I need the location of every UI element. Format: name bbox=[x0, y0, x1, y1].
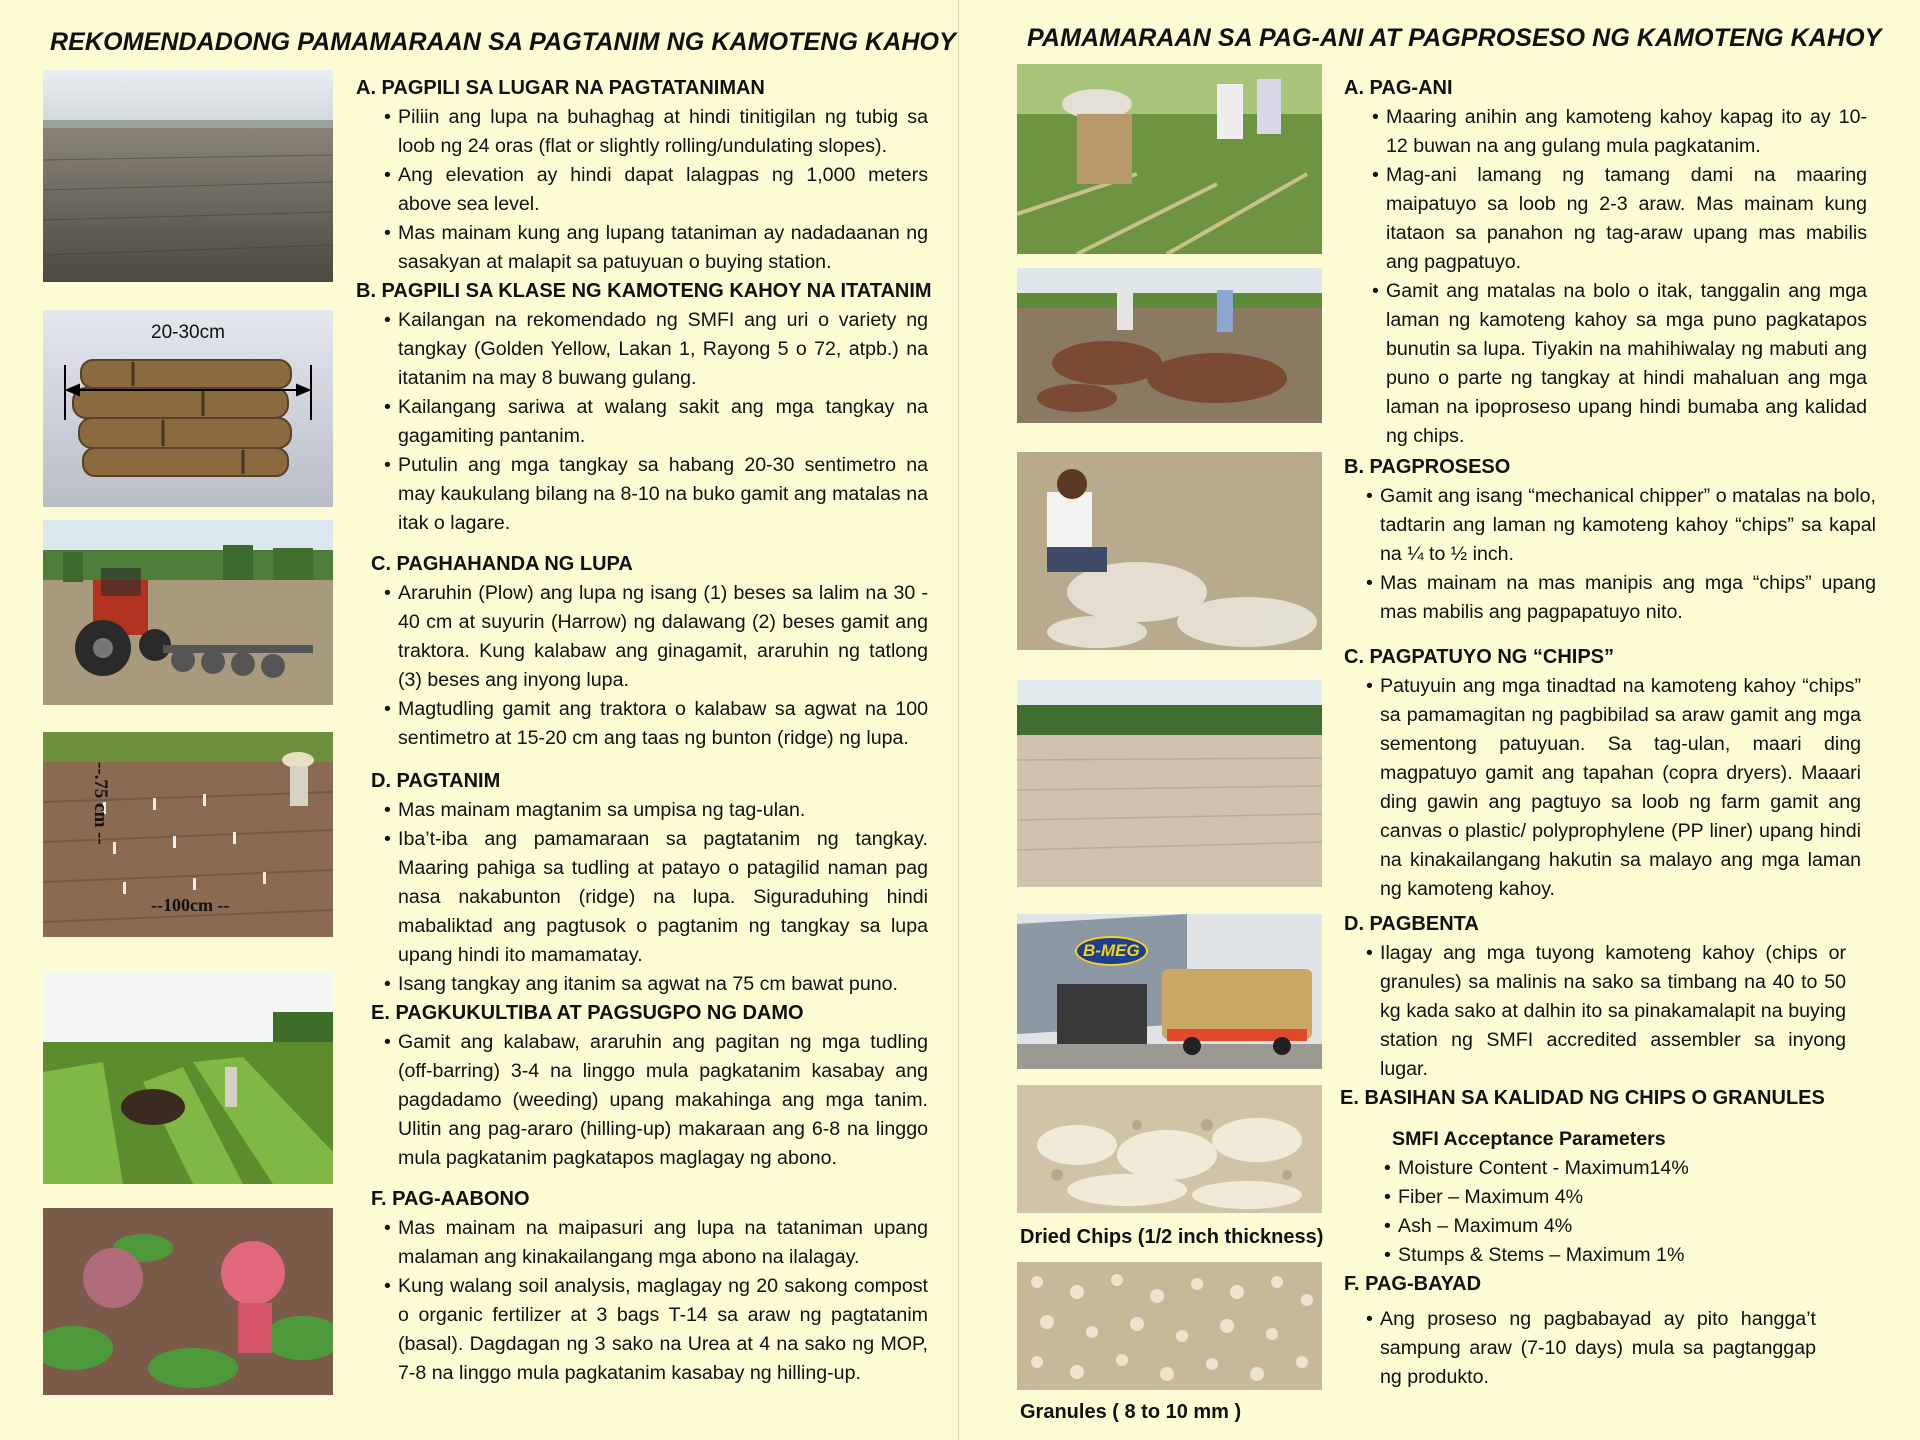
right-panel-title: PAMAMARAAN SA PAG-ANI AT PAGPROSESO NG KAMOTENG KAHOY bbox=[1027, 24, 1882, 52]
bullet-item: • Gamit ang matalas na bolo o itak, tanggalin ang mga laman ng kamoteng kahoy sa mga puno pagkatapos bunutin sa lupa. Tiyakin na mahihiwalay ng mabuti ang puno o parte ng tangkay at hindi mahaluan ang mga laman na ipoproseso upang hindi bumaba ang kalidad ng chips. bbox=[1372, 277, 1867, 451]
carabao-cultivation-photo bbox=[43, 972, 333, 1184]
bullet-item: • Kailangang sariwa at walang sakit ang mga tangkay na gagamiting pantanim. bbox=[384, 393, 928, 451]
bullet-item: • Mas mainam na maipasuri ang lupa na tataniman upang malaman ang kinakailangang mga abono na ilalagay. bbox=[384, 1214, 928, 1272]
tractor-harrowing-photo bbox=[43, 520, 333, 705]
section-heading: E. BASIHAN SA KALIDAD NG CHIPS O GRANULES bbox=[1340, 1087, 1825, 1109]
planting-spacing-photo bbox=[43, 732, 333, 937]
bullet-item: • Ilagay ang mga tuyong kamoteng kahoy (chips or granules) sa malinis na sako sa timbang na 40 to 50 kg kada sako at dalhin ito sa pinakamalapit na buying station ng SMFI accredited assembler sa inyong lugar. bbox=[1366, 939, 1846, 1084]
section-b-variety-selection bbox=[356, 277, 932, 538]
section-a-harvesting bbox=[1340, 74, 1900, 451]
bullet-item: • Isang tangkay ang itanim sa agwat na 75 cm bawat puno. bbox=[384, 970, 928, 999]
section-heading: F. PAG-AABONO bbox=[371, 1188, 530, 1210]
right-text-column bbox=[1340, 74, 1900, 1392]
left-panel bbox=[0, 0, 955, 1440]
center-fold-divider bbox=[958, 0, 959, 1440]
bullet-item: • Gamit ang kalabaw, araruhin ang pagitan ng mga tudling (off-barring) 3-4 na linggo mula pagkatanim kasabay ang pagdadamo (weeding) upang makahinga ang mga tanim. Ulitin ang pag-araro (hilling-up) makaraan ang 6-8 na linggo mula pagkatanim pagkatapos maglagay ng abono. bbox=[384, 1028, 928, 1173]
bullet-item: • Iba’t-iba ang pamamaraan sa pagtatanim ng tangkay. Maaring pahiga sa tudling at patayo o patagilid naman pag nasa nakabunton (ridge) na lupa. Siguraduhing hindi mabaliktad ang pagtusok o pagtanim ng tangkay sa lupa upang hindi ito mamamatay. bbox=[384, 825, 928, 970]
section-heading: A. PAGPILI SA LUGAR NA PAGTATANIMAN bbox=[356, 77, 765, 99]
fertilizer-application-photo bbox=[43, 1208, 333, 1395]
bullet-item: • Moisture Content - Maximum14% bbox=[1384, 1154, 1784, 1183]
section-heading: D. PAGBENTA bbox=[1344, 913, 1479, 935]
section-a-site-selection bbox=[356, 74, 928, 277]
chipping-photo bbox=[1017, 452, 1322, 650]
section-heading: A. PAG-ANI bbox=[1344, 77, 1453, 99]
section-f-payment bbox=[1340, 1270, 1900, 1392]
section-d-selling bbox=[1340, 910, 1900, 1084]
bullet-item: • Mas mainam na mas manipis ang mga “chips” upang mas mabilis ang pagpapatuyo nito. bbox=[1366, 569, 1876, 627]
bullet-item: • Maaring anihin ang kamoteng kahoy kapag ito ay 10-12 buwan na ang gulang mula pagkatanim. bbox=[1372, 103, 1867, 161]
bullet-item: • Araruhin (Plow) ang lupa ng isang (1) beses sa lalim na 30 - 40 cm at suyurin (Harrow) ng dalawang (2) beses gamit ang traktora. Kung kalabaw ang ginagamit, araruhin ng tatlong (3) beses ang inyong lupa. bbox=[384, 579, 928, 695]
section-c-land-preparation bbox=[356, 550, 928, 753]
section-e-quality-basis bbox=[1340, 1084, 1900, 1270]
section-heading: F. PAG-BAYAD bbox=[1344, 1273, 1482, 1295]
bullet-item: • Kailangan na rekomendado ng SMFI ang uri o variety ng tangkay (Golden Yellow, Lakan 1, Rayong 5 o 72, atpb.) na itatanim na may 8 buwang gulang. bbox=[384, 306, 928, 393]
bullet-item: • Ash – Maximum 4% bbox=[1384, 1212, 1784, 1241]
section-c-drying bbox=[1340, 643, 1900, 904]
row-spacing-horizontal-label: --100cm -- bbox=[151, 895, 230, 915]
cassava-cuttings-photo bbox=[43, 310, 333, 507]
section-heading: B. PAGPILI SA KLASE NG KAMOTENG KAHOY NA ITATANIM bbox=[356, 280, 932, 302]
section-e-cultivation-weeding bbox=[356, 999, 928, 1173]
section-heading: E. PAGKUKULTIBA AT PAGSUGPO NG DAMO bbox=[371, 1002, 804, 1024]
row-spacing-vertical-label: --.75 cm -- bbox=[90, 762, 111, 845]
dried-chips-caption: Dried Chips (1/2 inch thickness) bbox=[1020, 1226, 1324, 1248]
bullet-item: • Gamit ang isang “mechanical chipper” o matalas na bolo, tadtarin ang laman ng kamoteng kahoy “chips” sa kapal na ¼ to ½ inch. bbox=[1366, 482, 1876, 569]
section-heading: D. PAGTANIM bbox=[371, 770, 501, 792]
bullet-item: • Mas mainam kung ang lupang tataniman ay nadadaanan ng sasakyan at malapit sa patuyuan o buying station. bbox=[384, 219, 928, 277]
left-panel-title: REKOMENDADONG PAMAMARAAN SA PAGTANIM NG KAMOTENG KAHOY bbox=[50, 28, 956, 56]
drying-floor-photo bbox=[1017, 680, 1322, 887]
cutting-length-label: 20-30cm bbox=[151, 322, 225, 343]
bullet-item: • Mag-ani lamang ng tamang dami na maaring maipatuyo sa loob ng 2-3 araw. Mas mainam kung itataon sa panahon ng tag-araw upang mas mabilis ang pagpatuyo. bbox=[1372, 161, 1867, 277]
granules-caption: Granules ( 8 to 10 mm ) bbox=[1020, 1401, 1242, 1423]
bullet-item: • Magtudling gamit ang traktora o kalabaw sa agwat na 100 sentimetro at 15-20 cm ang taas ng bunton (ridge) ng lupa. bbox=[384, 695, 928, 753]
section-heading: C. PAGHAHANDA NG LUPA bbox=[371, 553, 633, 575]
section-heading: C. PAGPATUYO NG “CHIPS” bbox=[1344, 646, 1615, 668]
warehouse-truck-photo bbox=[1017, 914, 1322, 1069]
dried-chips-photo bbox=[1017, 1085, 1322, 1213]
bullet-item: • Piliin ang lupa na buhaghag at hindi tinitigilan ng tubig sa loob ng 24 oras (flat or slightly rolling/undulating slopes). bbox=[384, 103, 928, 161]
bullet-item: • Ang proseso ng pagbabayad ay pito hangga’t sampung araw (7-10 days) mula sa pagtanggap ng produkto. bbox=[1366, 1305, 1816, 1392]
bullet-item: • Stumps & Stems – Maximum 1% bbox=[1384, 1241, 1784, 1270]
right-panel bbox=[965, 0, 1920, 1440]
harvesting-photo bbox=[1017, 64, 1322, 254]
granules-photo bbox=[1017, 1262, 1322, 1390]
section-b-processing bbox=[1340, 453, 1900, 627]
left-text-column bbox=[356, 74, 932, 1388]
section-f-fertilizing bbox=[356, 1185, 928, 1388]
section-d-planting bbox=[356, 767, 928, 999]
bullet-item: • Putulin ang mga tangkay sa habang 20-30 sentimetro na may kaukulang bilang na 8-10 na buko gamit ang matalas na itak o lagare. bbox=[384, 451, 928, 538]
bullet-item: • Patuyuin ang mga tinadtad na kamoteng kahoy “chips” sa pamamagitan ng pagbibilad sa araw gamit ang mga sementong patuyuan. Sa tag-ulan, maari ding magpatuyo gamit ang tapahan (copra dryers). Maaari ding gawin ang pagtuyo sa loob ng farm gamit ang canvas o plastic/ polyprophylene (PP liner) upang hindi na kinakailangang hakutin sa malayo ang mga laman ng kamoteng kahoy. bbox=[1366, 672, 1861, 904]
bullet-item: • Fiber – Maximum 4% bbox=[1384, 1183, 1784, 1212]
bullet-item: • Ang elevation ay hindi dapat lalagpas ng 1,000 meters above sea level. bbox=[384, 161, 928, 219]
harvested-roots-photo bbox=[1017, 268, 1322, 423]
bmeg-logo: B-MEG bbox=[1075, 936, 1148, 966]
bullet-item: • Mas mainam magtanim sa umpisa ng tag-ulan. bbox=[384, 796, 928, 825]
acceptance-parameters-subheading: SMFI Acceptance Parameters bbox=[1392, 1128, 1666, 1150]
section-heading: B. PAGPROSESO bbox=[1344, 456, 1511, 478]
bullet-item: • Kung walang soil analysis, maglagay ng 20 sakong compost o organic fertilizer at 3 bags T-14 sa araw ng pagtatanim (basal). Dagdagan ng 3 sako na Urea at 4 na sako ng MOP, 7-8 na linggo mula pagkatanim kasabay ng hilling-up. bbox=[384, 1272, 928, 1388]
bare-field-photo bbox=[43, 70, 333, 282]
